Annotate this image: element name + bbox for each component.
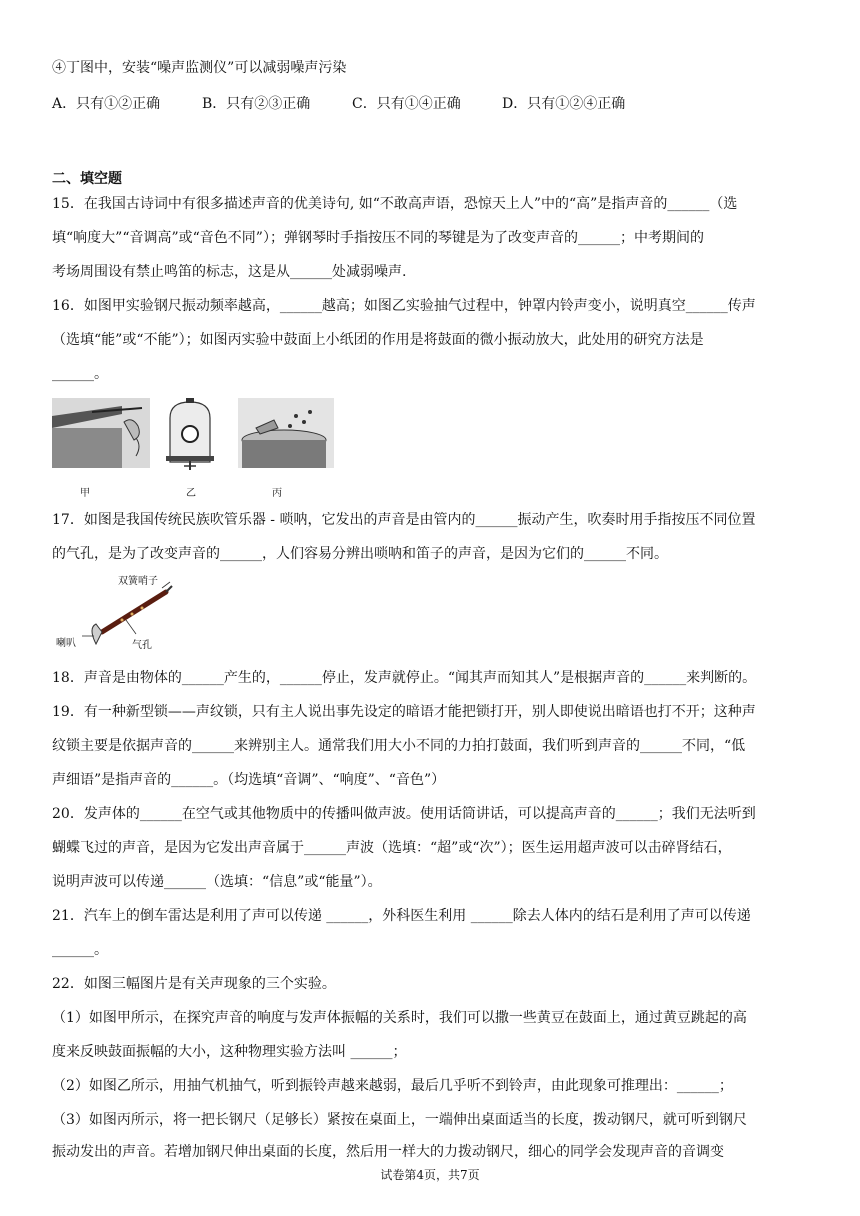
- q15-line-3: 考场周围设有禁止鸣笛的标志，这是从______处减弱噪声.: [52, 264, 407, 280]
- q19-line-1: 19．有一种新型锁——声纹锁，只有主人说出事先设定的暗语才能把锁打开，别人即使说出暗语也打不开；这种声: [52, 704, 756, 720]
- section-title: 二、填空题: [52, 171, 122, 187]
- q20-line-3: 说明声波可以传递______（选填：“信息”或“能量”）。: [52, 874, 382, 890]
- q22-1-line-1: （1）如图甲所示，在探究声音的响度与发声体振幅的关系时，我们可以撒一些黄豆在鼓面上，通过黄豆跳起的高: [52, 1010, 747, 1026]
- label-holes: 气孔: [132, 640, 152, 651]
- q19-line-2: 纹锁主要是依据声音的______来辨别主人。通常我们用大小不同的力拍打鼓面，我们听到声音的______不同，“低: [52, 738, 746, 754]
- q22-2-line: （2）如图乙所示，用抽气机抽气，听到振铃声越来越弱，最后几乎听不到铃声，由此现象可推理出：______；: [52, 1078, 733, 1094]
- q22-3-line-2: 振动发出的声音。若增加钢尺伸出桌面的长度，然后用一样大的力拨动钢尺，细心的同学会发现声音的音调变: [52, 1144, 724, 1160]
- q22-3-line-1: （3）如图丙所示，将一把长钢尺（足够长）紧按在桌面上，一端伸出桌面适当的长度，拨动钢尺，就可听到钢尺: [52, 1112, 747, 1128]
- q21-line-2: ______。: [52, 942, 108, 958]
- q20-line-2: 蝴蝶飞过的声音，是因为它发出声音属于______声波（选填：“超”或“次”）；医生运用超声波可以击碎肾结石，: [52, 840, 732, 856]
- q17-line-1: 17．如图是我国传统民族吹管乐器 - 唢呐，它发出的声音是由管内的______振动产生，吹奏时用手指按压不同位置: [52, 512, 756, 528]
- figure-bing-drum-image: [238, 398, 334, 468]
- figure-yi-bell-jar-image: [166, 398, 214, 470]
- q18-line: 18．声音是由物体的______产生的，______停止，发声就停止。“闻其声而知其人”是根据声音的______来判断的。: [52, 670, 757, 686]
- q16-figure: [52, 398, 336, 472]
- label-bell: 喇叭: [56, 638, 76, 649]
- option-b: B．只有②③正确: [202, 96, 311, 112]
- option-c: C．只有①④正确: [352, 96, 461, 112]
- option-d: D．只有①②④正确: [502, 96, 626, 112]
- caption-jia: 甲: [80, 488, 90, 499]
- q14-options: [52, 94, 625, 114]
- q19-line-3: 声细语”是指声音的______。（均选填“音调”、“响度”、“音色”）: [52, 772, 446, 788]
- q22-title: 22．如图三幅图片是有关声现象的三个实验。: [52, 976, 336, 992]
- q16-line-3: ______。: [52, 366, 108, 382]
- caption-yi: 乙: [186, 488, 196, 499]
- suona-image: [82, 582, 172, 644]
- q22-1-line-2: 度来反映鼓面振幅的大小，这种物理实验方法叫 ______；: [52, 1044, 407, 1060]
- option-a: A．只有①②正确: [52, 96, 161, 112]
- label-reed: 双簧哨子: [118, 576, 158, 587]
- q15-line-1: 15．在我国古诗词中有很多描述声音的优美诗句, 如“不敢高声语，恐惊天上人”中的“高”是指声音的______（选: [52, 196, 738, 212]
- q17-line-2: 的气孔，是为了改变声音的______，人们容易分辨出唢呐和笛子的声音，是因为它们的______不同。: [52, 546, 668, 562]
- q20-line-1: 20．发声体的______在空气或其他物质中的传播叫做声波。使用话筒讲话，可以提高声音的______；我们无法听到: [52, 806, 756, 822]
- q15-line-2: 填“响度大”“音调高”或“音色不同”）；弹钢琴时手指按压不同的琴键是为了改变声音的______；中考期间的: [52, 230, 704, 246]
- caption-bing: 丙: [272, 488, 282, 499]
- page-footer: 试卷第4页，共7页: [380, 1168, 480, 1182]
- q16-line-1: 16．如图甲实验钢尺振动频率越高，______越高；如图乙实验抽气过程中，钟罩内铃声变小，说明真空______传声: [52, 298, 756, 314]
- figure-jia-ruler-image: [52, 398, 150, 468]
- q21-line-1: 21．汽车上的倒车雷达是利用了声可以传递 ______，外科医生利用 ______除去人体内的结石是利用了声可以传递: [52, 908, 751, 924]
- q14-item4: ④丁图中，安装“噪声监测仪”可以减弱噪声污染: [52, 60, 347, 76]
- q16-line-2: （选填“能”或“不能”）；如图丙实验中鼓面上小纸团的作用是将鼓面的微小振动放大，此处用的研究方法是: [52, 332, 704, 348]
